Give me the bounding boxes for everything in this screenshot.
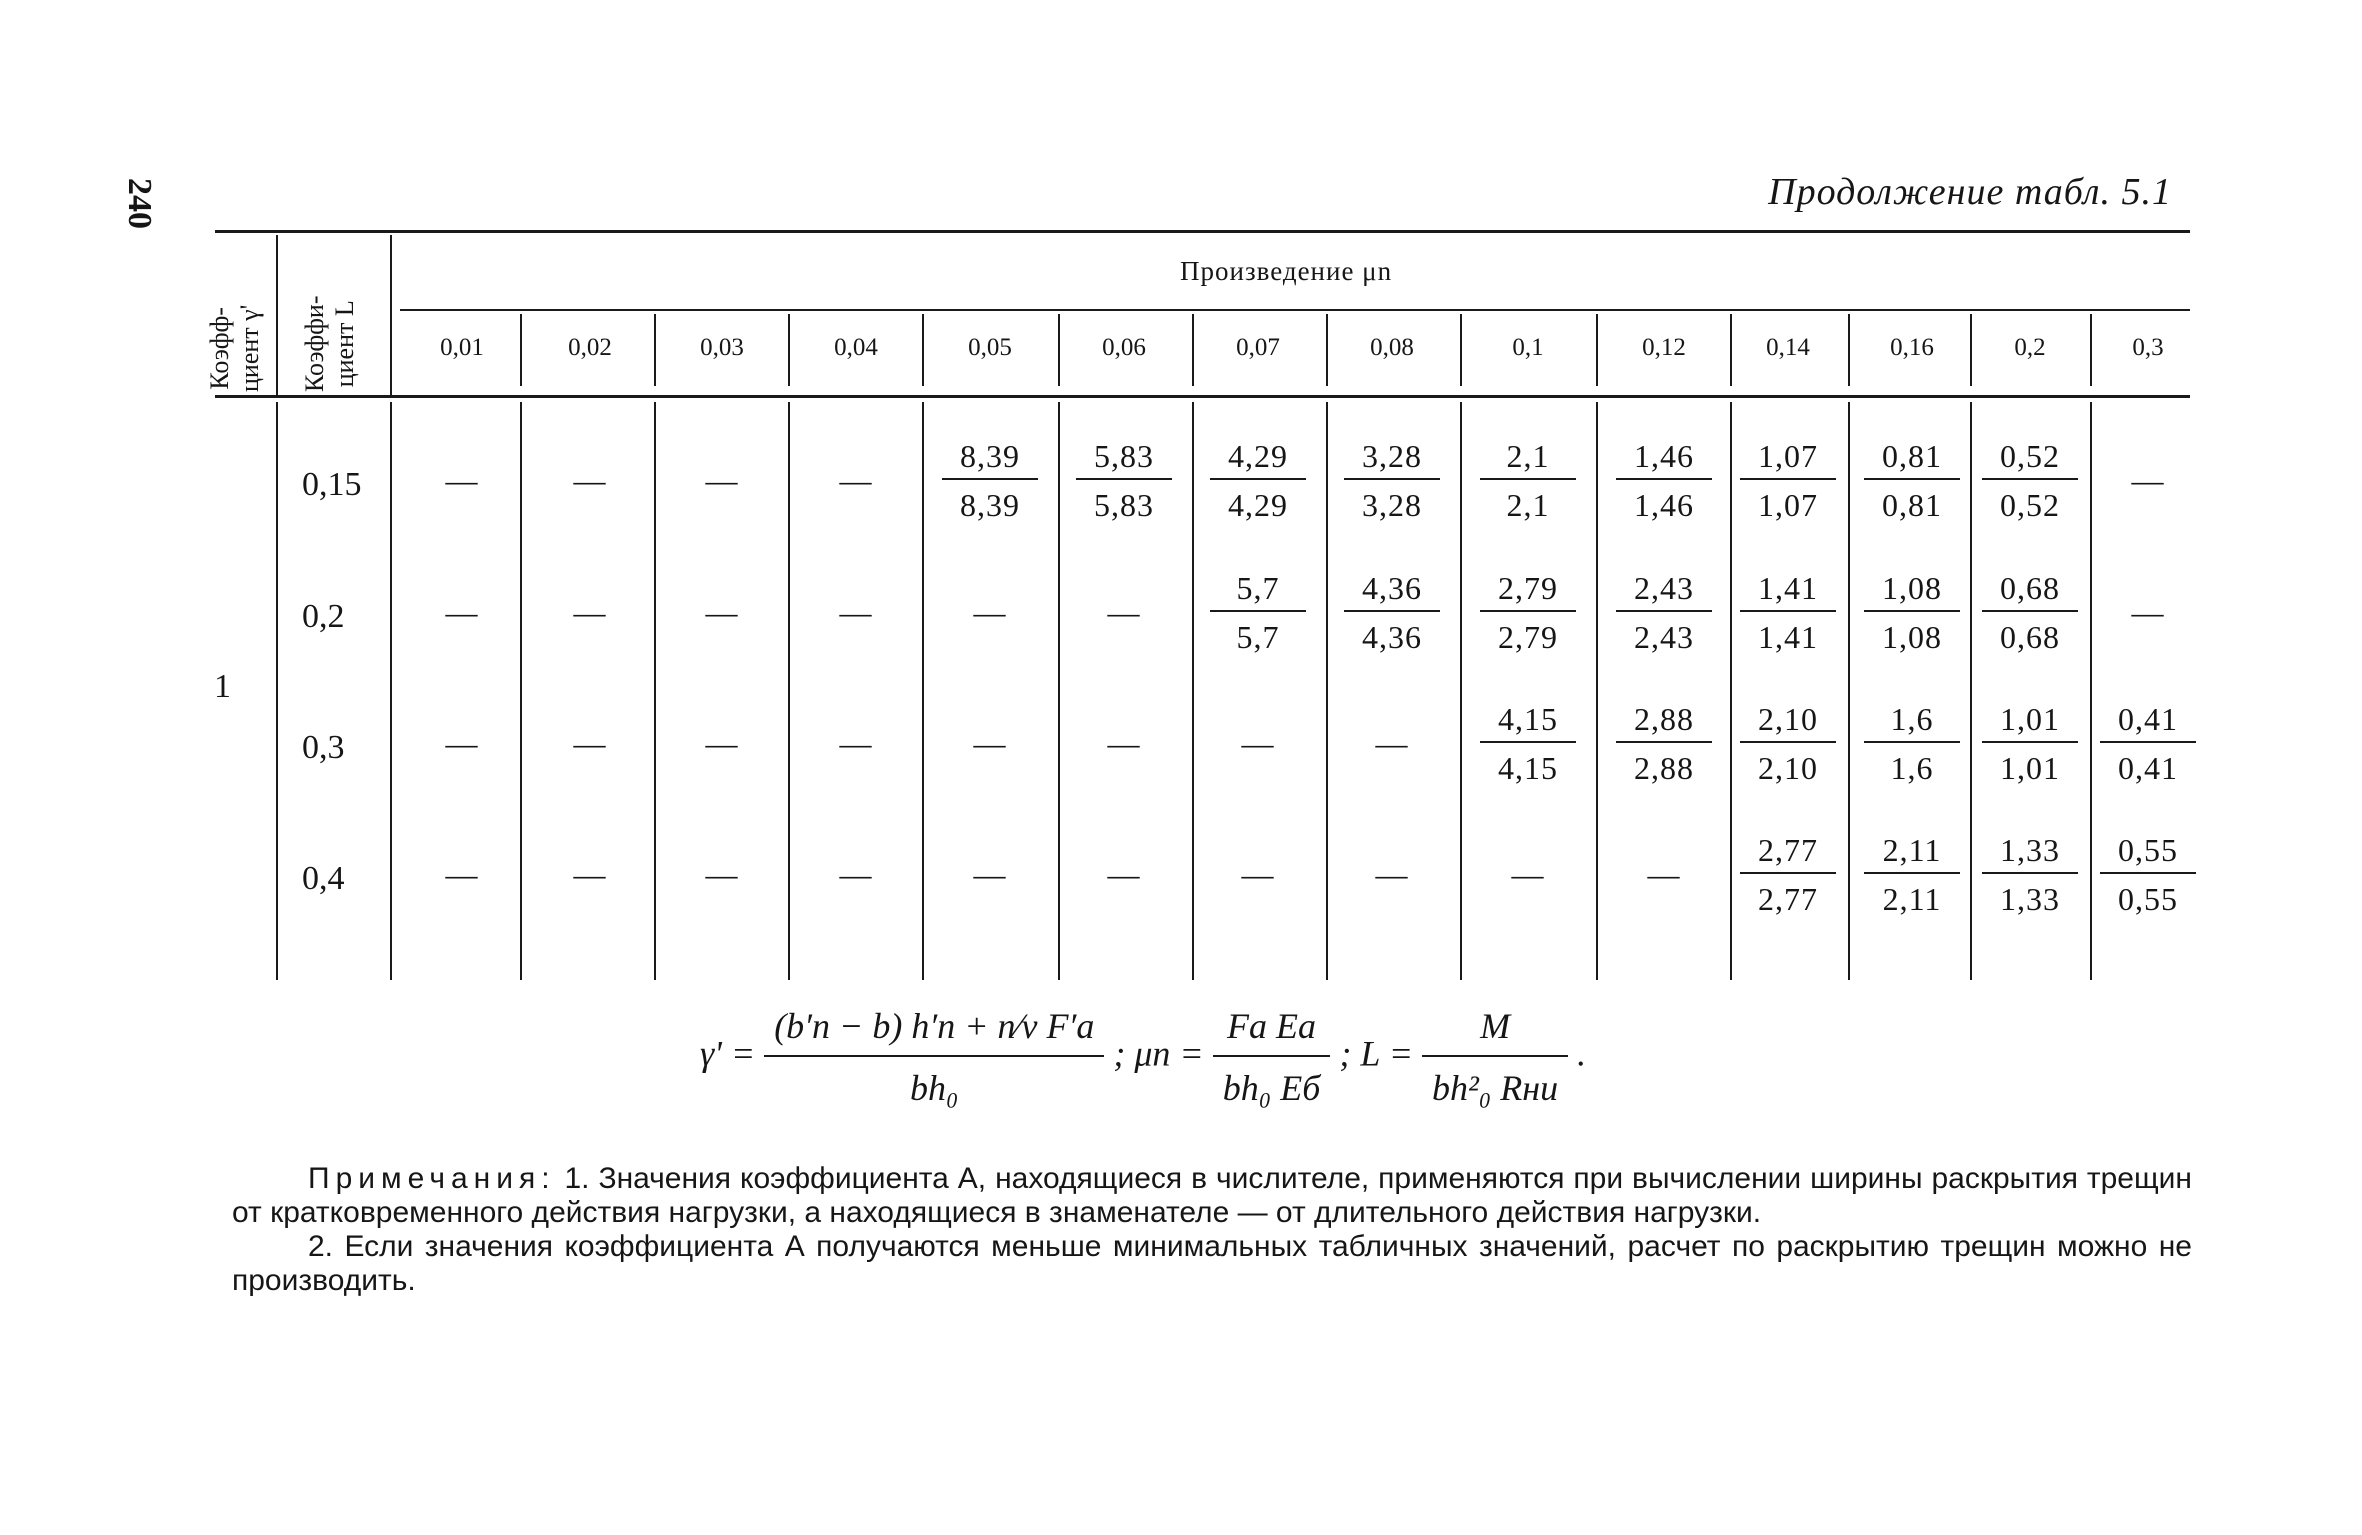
coefficient-fraction bbox=[1474, 697, 1582, 787]
column-divider bbox=[1596, 402, 1598, 980]
empty-cell-dash: — bbox=[839, 725, 873, 761]
column-divider bbox=[922, 402, 924, 980]
coefficient-fraction bbox=[1204, 434, 1312, 524]
short-term-value: 2,10 bbox=[1740, 697, 1836, 743]
l-numerator: M bbox=[1422, 1005, 1568, 1057]
coefficient-fraction bbox=[1734, 697, 1842, 787]
short-term-value: 0,81 bbox=[1864, 434, 1960, 480]
long-term-value: 0,55 bbox=[2118, 881, 2178, 917]
long-term-value: 1,01 bbox=[2000, 750, 2060, 786]
note-1-text: 1. Значения коэффициента А, находящиеся в числителе, применяются при вычислении ширины раскрытия трещин от кратковременного действия нагрузки, а находящиеся в знаменателе — от длительного действия нагрузки. bbox=[232, 1162, 2193, 1229]
l-lhs: ; L = bbox=[1339, 1033, 1413, 1074]
mun-numerator: Fа Eа bbox=[1213, 1005, 1331, 1057]
short-term-value: 2,79 bbox=[1480, 566, 1576, 612]
column-header: 0,2 bbox=[2014, 334, 2046, 361]
short-term-value: 4,15 bbox=[1480, 697, 1576, 743]
short-term-value: 2,1 bbox=[1480, 434, 1576, 480]
long-term-value: 5,7 bbox=[1236, 619, 1280, 655]
short-term-value: 3,28 bbox=[1344, 434, 1440, 480]
long-term-value: 0,52 bbox=[2000, 487, 2060, 523]
coefficient-fraction bbox=[1976, 828, 2084, 918]
empty-cell-dash: — bbox=[445, 462, 479, 498]
empty-cell-dash: — bbox=[839, 594, 873, 630]
short-term-value: 2,43 bbox=[1616, 566, 1712, 612]
gamma-lhs: γ' = bbox=[700, 1033, 756, 1074]
column-divider bbox=[1192, 402, 1194, 980]
column-header: 0,3 bbox=[2132, 334, 2164, 361]
column-header: 0,14 bbox=[1766, 334, 1810, 361]
empty-cell-dash: — bbox=[705, 856, 739, 892]
coefficient-fraction bbox=[936, 434, 1044, 524]
empty-cell-dash: — bbox=[1241, 725, 1275, 761]
column-divider bbox=[1730, 314, 1732, 386]
column-divider bbox=[1848, 402, 1850, 980]
column-divider bbox=[654, 402, 656, 980]
short-term-value: 1,6 bbox=[1864, 697, 1960, 743]
coefficient-fraction bbox=[1610, 697, 1718, 787]
column-divider bbox=[1460, 314, 1462, 386]
long-term-value: 0,81 bbox=[1882, 487, 1942, 523]
empty-cell-dash: — bbox=[2131, 594, 2165, 630]
coefficient-fraction bbox=[1474, 566, 1582, 656]
long-term-value: 1,6 bbox=[1890, 750, 1934, 786]
l-value: 0,4 bbox=[302, 860, 345, 897]
long-term-value: 5,83 bbox=[1094, 487, 1154, 523]
l-fraction bbox=[1422, 1005, 1568, 1109]
mun-lhs: ; μn = bbox=[1113, 1033, 1204, 1074]
coefficient-fraction bbox=[1858, 434, 1966, 524]
empty-cell-dash: — bbox=[839, 462, 873, 498]
coefficient-fraction bbox=[1338, 434, 1446, 524]
empty-cell-dash: — bbox=[445, 594, 479, 630]
column-header: 0,05 bbox=[968, 334, 1012, 361]
coefficient-fraction bbox=[1070, 434, 1178, 524]
coefficient-fraction bbox=[1858, 828, 1966, 918]
short-term-value: 0,41 bbox=[2100, 697, 2196, 743]
long-term-value: 3,28 bbox=[1362, 487, 1422, 523]
short-term-value: 1,08 bbox=[1864, 566, 1960, 612]
mun-fraction bbox=[1213, 1005, 1331, 1109]
long-term-value: 1,08 bbox=[1882, 619, 1942, 655]
column-divider bbox=[922, 314, 924, 386]
l-value: 0,3 bbox=[302, 729, 345, 766]
long-term-value: 2,11 bbox=[1882, 881, 1942, 917]
empty-cell-dash: — bbox=[839, 856, 873, 892]
column-divider bbox=[654, 314, 656, 386]
column-divider bbox=[390, 402, 392, 980]
column-header: 0,06 bbox=[1102, 334, 1146, 361]
column-header: 0,12 bbox=[1642, 334, 1686, 361]
l-column-header: Коэффи- циент L bbox=[300, 295, 359, 392]
l-value: 0,2 bbox=[302, 598, 345, 635]
short-term-value: 5,83 bbox=[1076, 434, 1172, 480]
header-divider bbox=[276, 235, 278, 395]
coefficient-fraction bbox=[1610, 566, 1718, 656]
notes bbox=[232, 1162, 2192, 1298]
header-bottom-rule bbox=[215, 395, 2190, 398]
column-header: 0,08 bbox=[1370, 334, 1414, 361]
coefficient-fraction bbox=[2094, 828, 2202, 918]
short-term-value: 2,77 bbox=[1740, 828, 1836, 874]
coefficient-fraction bbox=[2094, 697, 2202, 787]
long-term-value: 1,07 bbox=[1758, 487, 1818, 523]
column-divider bbox=[1848, 314, 1850, 386]
column-divider bbox=[1326, 402, 1328, 980]
formula-line bbox=[700, 1005, 1586, 1109]
column-divider bbox=[2090, 314, 2092, 386]
empty-cell-dash: — bbox=[573, 594, 607, 630]
column-divider bbox=[1596, 314, 1598, 386]
column-divider bbox=[1970, 402, 1972, 980]
empty-cell-dash: — bbox=[1107, 856, 1141, 892]
empty-cell-dash: — bbox=[1375, 725, 1409, 761]
l-value: 0,15 bbox=[302, 466, 362, 503]
short-term-value: 1,33 bbox=[1982, 828, 2078, 874]
coefficient-fraction bbox=[1734, 434, 1842, 524]
empty-cell-dash: — bbox=[1241, 856, 1275, 892]
long-term-value: 0,41 bbox=[2118, 750, 2178, 786]
short-term-value: 2,11 bbox=[1864, 828, 1960, 874]
gamma-fraction bbox=[764, 1005, 1104, 1109]
table-continuation-title: Продолжение табл. 5.1 bbox=[1768, 171, 2172, 213]
coefficient-fraction bbox=[1976, 697, 2084, 787]
formula-end: . bbox=[1577, 1033, 1587, 1074]
long-term-value: 2,10 bbox=[1758, 750, 1818, 786]
l-denominator: bh²₀ Rни bbox=[1432, 1068, 1559, 1108]
column-header: 0,07 bbox=[1236, 334, 1280, 361]
short-term-value: 5,7 bbox=[1210, 566, 1306, 612]
empty-cell-dash: — bbox=[573, 725, 607, 761]
long-term-value: 2,77 bbox=[1758, 881, 1818, 917]
column-divider bbox=[1730, 402, 1732, 980]
column-divider bbox=[520, 402, 522, 980]
column-divider bbox=[1192, 314, 1194, 386]
coefficient-fraction bbox=[1610, 434, 1718, 524]
long-term-value: 8,39 bbox=[960, 487, 1020, 523]
column-divider bbox=[520, 314, 522, 386]
coefficient-fraction bbox=[1976, 566, 2084, 656]
short-term-value: 0,52 bbox=[1982, 434, 2078, 480]
empty-cell-dash: — bbox=[705, 594, 739, 630]
long-term-value: 4,29 bbox=[1228, 487, 1288, 523]
column-divider bbox=[1058, 402, 1060, 980]
long-term-value: 1,41 bbox=[1758, 619, 1818, 655]
column-divider bbox=[1326, 314, 1328, 386]
empty-cell-dash: — bbox=[573, 856, 607, 892]
short-term-value: 0,68 bbox=[1982, 566, 2078, 612]
long-term-value: 1,46 bbox=[1634, 487, 1694, 523]
short-term-value: 4,36 bbox=[1344, 566, 1440, 612]
column-header: 0,1 bbox=[1512, 334, 1544, 361]
gamma-value: 1 bbox=[214, 668, 231, 705]
coefficient-fraction bbox=[1734, 828, 1842, 918]
short-term-value: 1,46 bbox=[1616, 434, 1712, 480]
coefficient-fraction bbox=[1976, 434, 2084, 524]
short-term-value: 4,29 bbox=[1210, 434, 1306, 480]
column-header: 0,01 bbox=[440, 334, 484, 361]
coefficient-fraction bbox=[1858, 697, 1966, 787]
empty-cell-dash: — bbox=[705, 725, 739, 761]
gamma-column-header: Коэфф- циент γ' bbox=[205, 304, 264, 392]
coefficient-fraction bbox=[1734, 566, 1842, 656]
long-term-value: 0,68 bbox=[2000, 619, 2060, 655]
notes-heading: Примечания: bbox=[308, 1162, 556, 1195]
column-divider bbox=[2090, 402, 2092, 980]
column-divider bbox=[276, 402, 278, 980]
column-divider bbox=[1970, 314, 1972, 386]
short-term-value: 1,41 bbox=[1740, 566, 1836, 612]
long-term-value: 1,33 bbox=[2000, 881, 2060, 917]
column-header: 0,03 bbox=[700, 334, 744, 361]
column-divider bbox=[788, 402, 790, 980]
gamma-numerator: (b′п − b) h′п + n⁄ν F′а bbox=[764, 1005, 1104, 1057]
empty-cell-dash: — bbox=[1511, 856, 1545, 892]
coefficient-fraction bbox=[1474, 434, 1582, 524]
short-term-value: 1,07 bbox=[1740, 434, 1836, 480]
long-term-value: 2,1 bbox=[1506, 487, 1550, 523]
mu-n-group-header: Произведение μn bbox=[1180, 256, 1393, 286]
empty-cell-dash: — bbox=[2131, 462, 2165, 498]
empty-cell-dash: — bbox=[1375, 856, 1409, 892]
empty-cell-dash: — bbox=[1107, 594, 1141, 630]
empty-cell-dash: — bbox=[973, 594, 1007, 630]
short-term-value: 0,55 bbox=[2100, 828, 2196, 874]
column-divider bbox=[788, 314, 790, 386]
empty-cell-dash: — bbox=[445, 856, 479, 892]
column-header: 0,04 bbox=[834, 334, 878, 361]
short-term-value: 1,01 bbox=[1982, 697, 2078, 743]
empty-cell-dash: — bbox=[445, 725, 479, 761]
empty-cell-dash: — bbox=[1107, 725, 1141, 761]
empty-cell-dash: — bbox=[973, 856, 1007, 892]
table-top-rule bbox=[215, 230, 2190, 233]
long-term-value: 2,79 bbox=[1498, 619, 1558, 655]
long-term-value: 2,43 bbox=[1634, 619, 1694, 655]
short-term-value: 8,39 bbox=[942, 434, 1038, 480]
coefficient-fraction bbox=[1338, 566, 1446, 656]
column-divider bbox=[1058, 314, 1060, 386]
long-term-value: 4,15 bbox=[1498, 750, 1558, 786]
column-header: 0,16 bbox=[1890, 334, 1934, 361]
long-term-value: 4,36 bbox=[1362, 619, 1422, 655]
short-term-value: 2,88 bbox=[1616, 697, 1712, 743]
empty-cell-dash: — bbox=[705, 462, 739, 498]
coefficient-fraction bbox=[1204, 566, 1312, 656]
group-header-rule bbox=[400, 309, 2190, 311]
empty-cell-dash: — bbox=[573, 462, 607, 498]
empty-cell-dash: — bbox=[973, 725, 1007, 761]
header-divider bbox=[390, 235, 392, 395]
note-2: 2. Если значения коэффициента А получаются меньше минимальных табличных значений, расчет по раскрытию трещин можно не производить. bbox=[232, 1230, 2192, 1297]
note-1 bbox=[232, 1162, 2192, 1230]
long-term-value: 2,88 bbox=[1634, 750, 1694, 786]
empty-cell-dash: — bbox=[1647, 856, 1681, 892]
column-divider bbox=[1460, 402, 1462, 980]
coefficient-fraction bbox=[1858, 566, 1966, 656]
mun-denominator: bh₀ Eб bbox=[1222, 1068, 1321, 1108]
column-header: 0,02 bbox=[568, 334, 612, 361]
page-number: 240 bbox=[121, 178, 158, 229]
gamma-denominator: bh₀ bbox=[910, 1068, 959, 1108]
